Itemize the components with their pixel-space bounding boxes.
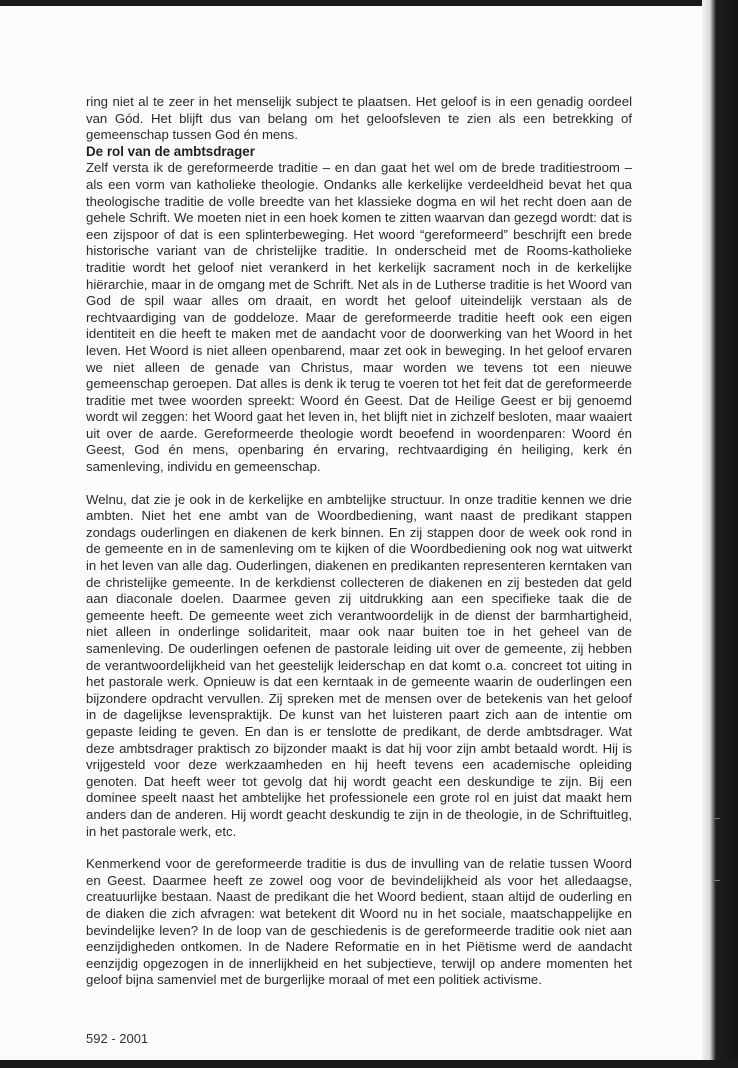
paragraph-2: Welnu, dat zie je ook in de kerkelijke en ambtelijke structuur. In onze traditie kennen we drie ambten. Niet het ene ambt van de Woordbediening, want naast de predikant stappen zondags ouderlingen en diakenen de kerk binnen. En zij stappen door de week ook rond in de gemeente en in de samenleving om te kijken of die Woordbediening ook nog wat uitwerkt in het leven van alle dag. Ouderlingen, diakenen en predikanten representeren kerntaken van de christelijke gemeente. In de kerkdienst collecteren de diakenen en zij besteden dat geld aan diaconale doelen. Daarmee geven zij uitdrukking aan een specifieke taak die de gemeente heeft. De gemeente weet zich verantwoordelijk in de dienst der barmhartigheid, niet alleen in onderlinge solidariteit, maar ook naar buiten toe in het geheel van de samenleving. De ouderlingen oefenen de pastorale leiding uit over de gemeente, zij hebben de verantwoordelijkheid van het geestelijk leiderschap en dat komt o.a. concreet tot uiting in het pastorale werk. Opnieuw is dat een kerntaak in de gemeente waarin de ouderlingen een bijzondere opdracht vervullen. Zij spreken met de mensen over de betekenis van het geloof in de dagelijkse levenspraktijk. De kunst van het luisteren paart zich aan de intentie om gepaste leiding te geven. En dan is er tenslotte de predikant, de derde ambtsdrager. Wat deze ambtsdrager praktisch zo bijzonder maakt is dat hij voor zijn ambt betaald wordt. Hij is vrijgesteld voor deze werkzaamheden en hij heeft tevens een academische opleiding genoten. Dat heeft weer tot gevolg dat hij wordt geacht een deskundige te zijn. Bij een dominee speelt naast het ambtelijke het professionele een grote rol en juist dat maakt hem anders dan de anderen. Hij wordt geacht deskundig te zijn in de theologie, in de Schriftuitleg, in het pastorale werk, etc. bbox=[86, 491, 632, 839]
page-number: 592 - 2001 bbox=[86, 1031, 149, 1046]
body-text-column bbox=[86, 94, 632, 989]
scan-bottom-edge bbox=[0, 1060, 738, 1068]
scan-top-edge bbox=[0, 0, 738, 6]
paragraph-3: Kenmerkend voor de gereformeerde traditie is dus de invulling van de relatie tussen Woord en Geest. Daarmee heeft ze zowel oog voor de bevindelijkheid als voor het alledaagse, creatuurlijke bestaan. Naast de predikant die het Woord bedient, staan altijd de ouderling en de diaken die zich afvragen: wat betekent dit Woord nu in het sociale, maatschappelijke en bevindelijke leven? In de loop van de geschiedenis is de gereformeerde traditie ook niet aan eenzijdigheden ontkomen. In de Nadere Reformatie en in het Piëtisme werd de aandacht eenzijdig opgezogen in de innerlijkheid en het subjectieve, terwijl op andere momenten het geloof bijna samenviel met de burgerlijke moraal of met een politiek activisme. bbox=[86, 856, 632, 988]
intro-paragraph: ring niet al te zeer in het menselijk subject te plaatsen. Het geloof is in een genadig oordeel van Gód. Het blijft dus van belang om het geloofsleven te zien als een betrekking of gemeenschap tussen God én mens. bbox=[86, 94, 632, 143]
section-heading: De rol van de ambtsdrager bbox=[86, 143, 255, 159]
margin-mark bbox=[712, 880, 720, 881]
scan-right-edge bbox=[702, 0, 738, 1068]
paragraph-1: Zelf versta ik de gereformeerde traditie – en dan gaat het wel om de brede traditiestroom – als een vorm van katholieke theologie. Ondanks alle kerkelijke verdeeldheid bevat het qua theologische traditie de volle breedte van het klassieke dogma en wil het recht doen aan de gehele Schrift. We moeten niet in een hoek komen te zitten waarvan dan gezegd wordt: dat is een zijspoor of dat is een splinterbeweging. Het woord “gereformeerd” beschrijft een brede historische variant van de christelijke traditie. In onderscheid met de Rooms-katholieke traditie wordt het geloof niet verankerd in het kerkelijk sacrament noch in de kerkelijke hiërarchie, maar in de omgang met de Schrift. Net als in de Lutherse traditie is het Woord van God de spil waar alles om draait, en wordt het geloof uiteindelijk verstaan als de rechtvaardiging van de goddeloze. Maar de gereformeerde traditie heeft ook een eigen identiteit en die heeft te maken met de aandacht voor de doorwerking van het Woord in het leven. Het Woord is niet alleen openbarend, maar zet ook in beweging. In het geloof ervaren we niet alleen de genade van Christus, maar worden we tevens tot een nieuwe gemeenschap geroepen. Dat alles is denk ik terug te voeren tot het feit dat de gereformeerde traditie met twee woorden spreekt: Woord én Geest. Dat de Heilige Geest er bij genoemd wordt wil zeggen: het Woord gaat het leven in, het blijft niet in zichzelf besloten, maar waaiert uit over de aarde. Gereformeerde theologie wordt beoefend in woordenparen: Woord én Geest, God én mens, openbaring én ervaring, rechtvaardiging én heiliging, kerk én samenleving, individu en gemeenschap. bbox=[86, 160, 632, 475]
margin-mark bbox=[712, 818, 720, 819]
